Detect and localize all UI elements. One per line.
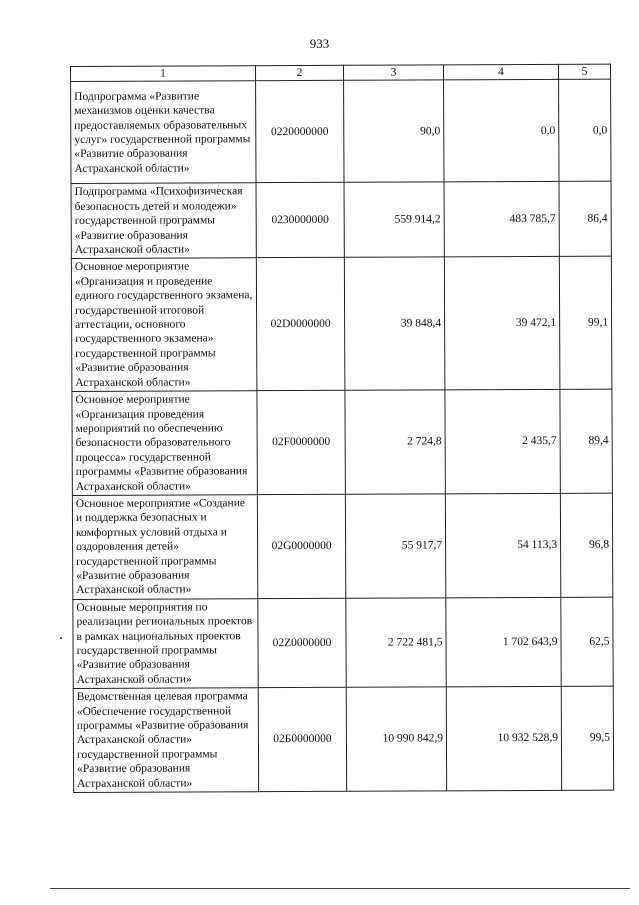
row-code-cell: 02Б0000000 (258, 688, 346, 792)
row-name-cell: Основное мероприятие «Организация проведения мероприятий по обеспечению безопасности образовательного процесса» государственной программы «Развитие образования Астраханской области» (72, 391, 257, 496)
row-fact-cell: 2 435,7 (445, 389, 560, 493)
header-cell-3: 3 (343, 65, 443, 81)
row-fact-cell: 54 113,3 (445, 493, 560, 597)
row-percent-cell: 0,0 (559, 80, 611, 182)
row-fact-cell: 483 785,7 (444, 182, 559, 258)
row-plan-cell: 2 722 481,5 (346, 598, 446, 688)
budget-table (70, 64, 614, 793)
row-name-cell: Ведомственная целевая программа «Обеспечение государственной программы «Развитие образования Астраханской области» государственной программы «Развитие образования Астраханской области» (73, 688, 258, 793)
row-code-cell: 0230000000 (256, 183, 344, 258)
header-cell-1: 1 (71, 66, 256, 82)
row-name-cell: Основное мероприятие «Организация и проведение единого государственного экзамена, государственной итоговой аттестации, основного государственного экзамена» государственной программы «Развитие образования Астраханской области» (71, 258, 257, 391)
table-row (72, 389, 612, 495)
row-percent-cell: 99,5 (561, 686, 613, 790)
row-percent-cell: 99,1 (559, 257, 612, 390)
row-code-cell: 02Z0000000 (258, 598, 346, 688)
page-number: 933 (309, 36, 330, 51)
row-plan-cell: 90,0 (344, 80, 444, 182)
row-percent-cell: 62,5 (561, 597, 613, 687)
header-cell-4: 4 (443, 64, 558, 80)
row-fact-cell: 10 932 528,9 (446, 687, 561, 791)
row-code-cell: 02G0000000 (257, 494, 345, 598)
table-row (71, 80, 611, 184)
row-percent-cell: 96,8 (560, 493, 612, 597)
row-percent-cell: 86,4 (559, 182, 611, 257)
row-name-cell: Основное мероприятие «Создание и поддержка безопасных и комфортных условий отдыха и оздоровления детей» государственной программы «Развитие образования Астраханской области» (72, 495, 257, 600)
row-plan-cell: 2 724,8 (345, 390, 445, 494)
table-row (73, 597, 613, 689)
scan-speck (60, 637, 62, 639)
row-code-cell: 02D0000000 (256, 258, 345, 391)
row-percent-cell: 89,4 (560, 389, 612, 493)
row-plan-cell: 55 917,7 (345, 494, 445, 598)
row-name-cell: Подпрограмма «Психофизическая безопасность детей и молодежи» государственной программы «Развитие образования Астраханской области» (71, 183, 256, 259)
row-fact-cell: 1 702 643,9 (446, 597, 561, 687)
row-fact-cell: 39 472,1 (444, 257, 560, 390)
row-name-cell: Основные мероприятия по реализации региональных проектов в рамках национальных проектов государственной программы «Развитие образования Астраханской области» (73, 598, 258, 688)
table-row (73, 686, 613, 792)
table-row (71, 182, 611, 259)
table-row (72, 493, 612, 599)
row-plan-cell: 559 914,2 (344, 182, 444, 257)
row-name-cell: Подпрограмма «Развитие механизмов оценки качества предоставляемых образовательных услуг» государственной программы «Развитие образования Астраханской области» (71, 81, 256, 184)
row-plan-cell: 39 848,4 (344, 257, 445, 390)
row-fact-cell: 0,0 (444, 80, 559, 183)
header-cell-5: 5 (558, 64, 610, 80)
bottom-rule (50, 888, 630, 889)
row-plan-cell: 10 990 842,9 (346, 687, 446, 791)
row-code-cell: 0220000000 (256, 81, 344, 183)
table-row (71, 257, 612, 392)
row-code-cell: 02F0000000 (257, 390, 345, 494)
header-cell-2: 2 (256, 65, 344, 81)
